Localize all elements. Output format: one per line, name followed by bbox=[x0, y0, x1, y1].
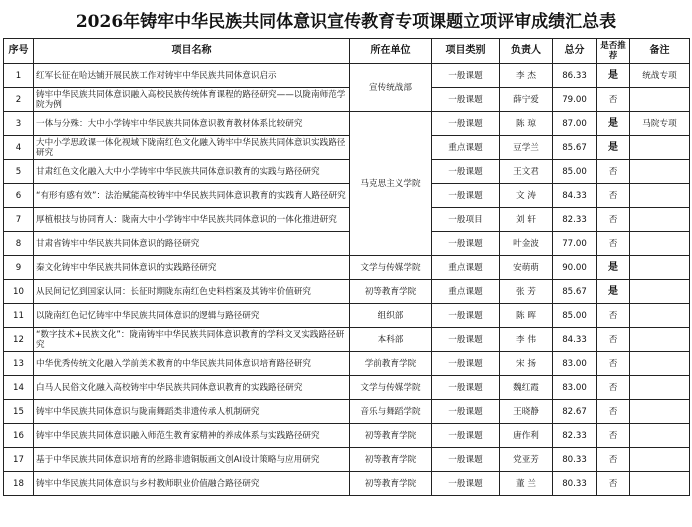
cell-remark bbox=[630, 256, 690, 280]
cell-leader: 党亚芳 bbox=[500, 448, 553, 472]
cell-category: 重点课题 bbox=[432, 136, 500, 160]
cell-name: 甘肃省铸牢中华民族共同体意识的路径研究 bbox=[34, 232, 350, 256]
cell-leader: 王晓静 bbox=[500, 400, 553, 424]
cell-leader: 薛宁爱 bbox=[500, 88, 553, 112]
cell-unit: 初等教育学院 bbox=[350, 472, 432, 496]
cell-approved: 否 bbox=[597, 160, 630, 184]
header-unit: 所在单位 bbox=[350, 39, 432, 64]
cell-name: 一体与分殊：大中小学铸牢中华民族共同体意识教育教材体系比较研究 bbox=[34, 112, 350, 136]
cell-category: 一般课题 bbox=[432, 64, 500, 88]
cell-no: 18 bbox=[4, 472, 34, 496]
cell-approved: 否 bbox=[597, 424, 630, 448]
cell-no: 7 bbox=[4, 208, 34, 232]
cell-name: 铸牢中华民族共同体意识与乡村教师职业价值融合路径研究 bbox=[34, 472, 350, 496]
cell-category: 一般课题 bbox=[432, 328, 500, 352]
table-row bbox=[4, 184, 690, 208]
cell-remark bbox=[630, 424, 690, 448]
cell-approved: 是 bbox=[597, 112, 630, 136]
cell-leader: 陈 琼 bbox=[500, 112, 553, 136]
cell-no: 3 bbox=[4, 112, 34, 136]
cell-remark bbox=[630, 304, 690, 328]
table-row bbox=[4, 136, 690, 160]
cell-name: 白马人民俗文化融入高校铸牢中华民族共同体意识教育的实践路径研究 bbox=[34, 376, 350, 400]
cell-category: 一般课题 bbox=[432, 376, 500, 400]
cell-leader: 刘 轩 bbox=[500, 208, 553, 232]
header-score: 总分 bbox=[553, 39, 597, 64]
cell-leader: 唐作利 bbox=[500, 424, 553, 448]
table-row bbox=[4, 112, 690, 136]
cell-no: 16 bbox=[4, 424, 34, 448]
cell-leader: 文 涛 bbox=[500, 184, 553, 208]
table-row bbox=[4, 376, 690, 400]
header-leader: 负责人 bbox=[500, 39, 553, 64]
cell-score: 85.67 bbox=[553, 280, 597, 304]
cell-unit: 组织部 bbox=[350, 304, 432, 328]
cell-name: 红军长征在哈达铺开展民族工作对铸牢中华民族共同体意识启示 bbox=[34, 64, 350, 88]
cell-category: 一般课题 bbox=[432, 88, 500, 112]
cell-category: 一般课题 bbox=[432, 160, 500, 184]
cell-category: 一般课题 bbox=[432, 304, 500, 328]
table-row bbox=[4, 472, 690, 496]
cell-leader: 董 兰 bbox=[500, 472, 553, 496]
cell-name: 大中小学思政课一体化视域下陇南红色文化融入铸牢中华民族共同体意识实践路径研究 bbox=[34, 136, 350, 160]
cell-score: 84.33 bbox=[553, 184, 597, 208]
cell-unit: 文学与传媒学院 bbox=[350, 256, 432, 280]
cell-name: 中华优秀传统文化融入学前美术教育的中华民族共同体意识培育路径研究 bbox=[34, 352, 350, 376]
table-row bbox=[4, 256, 690, 280]
cell-score: 82.33 bbox=[553, 208, 597, 232]
cell-unit: 初等教育学院 bbox=[350, 280, 432, 304]
cell-no: 2 bbox=[4, 88, 34, 112]
cell-unit: 音乐与舞蹈学院 bbox=[350, 400, 432, 424]
cell-score: 83.00 bbox=[553, 352, 597, 376]
cell-no: 9 bbox=[4, 256, 34, 280]
cell-unit: 本科部 bbox=[350, 328, 432, 352]
cell-unit: 初等教育学院 bbox=[350, 424, 432, 448]
cell-leader: 李 杰 bbox=[500, 64, 553, 88]
cell-remark bbox=[630, 88, 690, 112]
cell-category: 一般课题 bbox=[432, 184, 500, 208]
table-row bbox=[4, 304, 690, 328]
table-row bbox=[4, 232, 690, 256]
cell-score: 86.33 bbox=[553, 64, 597, 88]
cell-score: 85.00 bbox=[553, 304, 597, 328]
cell-no: 15 bbox=[4, 400, 34, 424]
cell-no: 6 bbox=[4, 184, 34, 208]
cell-name: 铸牢中华民族共同体意识融入高校民族传统体育课程的路径研究——以陇南师范学院为例 bbox=[34, 88, 350, 112]
cell-score: 83.00 bbox=[553, 376, 597, 400]
table-row bbox=[4, 88, 690, 112]
cell-approved: 否 bbox=[597, 88, 630, 112]
cell-no: 10 bbox=[4, 280, 34, 304]
cell-score: 80.33 bbox=[553, 472, 597, 496]
cell-unit: 学前教育学院 bbox=[350, 352, 432, 376]
header-name: 项目名称 bbox=[34, 39, 350, 64]
cell-remark bbox=[630, 160, 690, 184]
cell-approved: 是 bbox=[597, 64, 630, 88]
cell-leader: 张 芳 bbox=[500, 280, 553, 304]
cell-remark bbox=[630, 208, 690, 232]
cell-remark bbox=[630, 376, 690, 400]
cell-approved: 否 bbox=[597, 184, 630, 208]
cell-category: 一般项目 bbox=[432, 208, 500, 232]
cell-unit: 文学与传媒学院 bbox=[350, 376, 432, 400]
cell-remark bbox=[630, 184, 690, 208]
cell-remark: 统战专项 bbox=[630, 64, 690, 88]
header-approved: 是否推荐 bbox=[597, 39, 630, 64]
cell-name: 铸牢中华民族共同体意识与陇南舞蹈类非遗传承人机制研究 bbox=[34, 400, 350, 424]
cell-no: 1 bbox=[4, 64, 34, 88]
table-row bbox=[4, 424, 690, 448]
cell-remark bbox=[630, 232, 690, 256]
cell-leader: 安萌萌 bbox=[500, 256, 553, 280]
cell-remark bbox=[630, 448, 690, 472]
header-row bbox=[4, 39, 690, 64]
cell-category: 一般课题 bbox=[432, 448, 500, 472]
cell-remark bbox=[630, 136, 690, 160]
cell-remark bbox=[630, 352, 690, 376]
cell-approved: 否 bbox=[597, 376, 630, 400]
header-remark: 备注 bbox=[630, 39, 690, 64]
cell-name: 厚植根技与协同育人：陇南大中小学铸牢中华民族共同体意识的一体化推进研究 bbox=[34, 208, 350, 232]
cell-no: 13 bbox=[4, 352, 34, 376]
table-row bbox=[4, 448, 690, 472]
cell-category: 一般课题 bbox=[432, 400, 500, 424]
cell-unit: 宣传统战部 bbox=[350, 64, 432, 112]
cell-no: 12 bbox=[4, 328, 34, 352]
cell-no: 11 bbox=[4, 304, 34, 328]
cell-leader: 魏红霞 bbox=[500, 376, 553, 400]
cell-name: 秦文化铸牢中华民族共同体意识的实践路径研究 bbox=[34, 256, 350, 280]
cell-score: 77.00 bbox=[553, 232, 597, 256]
cell-approved: 否 bbox=[597, 328, 630, 352]
cell-no: 5 bbox=[4, 160, 34, 184]
cell-name: 甘肃红色文化融入大中小学铸牢中华民族共同体意识教育的实践与路径研究 bbox=[34, 160, 350, 184]
cell-name: “数字技术+民族文化”：陇南铸牢中华民族共同体意识教育的学科文叉实践路径研究 bbox=[34, 328, 350, 352]
cell-approved: 是 bbox=[597, 256, 630, 280]
table-row bbox=[4, 280, 690, 304]
cell-remark bbox=[630, 472, 690, 496]
cell-approved: 否 bbox=[597, 400, 630, 424]
cell-score: 79.00 bbox=[553, 88, 597, 112]
cell-score: 85.67 bbox=[553, 136, 597, 160]
cell-remark bbox=[630, 328, 690, 352]
cell-approved: 是 bbox=[597, 280, 630, 304]
cell-approved: 否 bbox=[597, 448, 630, 472]
cell-approved: 否 bbox=[597, 232, 630, 256]
cell-score: 90.00 bbox=[553, 256, 597, 280]
cell-approved: 是 bbox=[597, 136, 630, 160]
table-row bbox=[4, 160, 690, 184]
cell-score: 84.33 bbox=[553, 328, 597, 352]
cell-leader: 宋 扬 bbox=[500, 352, 553, 376]
cell-no: 8 bbox=[4, 232, 34, 256]
cell-remark: 马院专项 bbox=[630, 112, 690, 136]
cell-leader: 李 伟 bbox=[500, 328, 553, 352]
cell-name: 从民间记忆到国家认同：长征时期陇东南红色史料档案及其铸牢价值研究 bbox=[34, 280, 350, 304]
table-row bbox=[4, 208, 690, 232]
cell-leader: 王文君 bbox=[500, 160, 553, 184]
cell-leader: 叶金波 bbox=[500, 232, 553, 256]
cell-category: 一般课题 bbox=[432, 352, 500, 376]
table-row bbox=[4, 400, 690, 424]
cell-score: 82.33 bbox=[553, 424, 597, 448]
cell-category: 一般课题 bbox=[432, 472, 500, 496]
table-row bbox=[4, 328, 690, 352]
cell-score: 87.00 bbox=[553, 112, 597, 136]
cell-leader: 豆学兰 bbox=[500, 136, 553, 160]
cell-name: 以陇南红色记忆铸牢中华民族共同体意识的逻辑与路径研究 bbox=[34, 304, 350, 328]
header-no: 序号 bbox=[4, 39, 34, 64]
page-title: 2026年铸牢中华民族共同体意识宣传教育专项课题立项评审成绩汇总表 bbox=[75, 11, 617, 32]
cell-category: 一般课题 bbox=[432, 232, 500, 256]
header-category: 项目类别 bbox=[432, 39, 500, 64]
cell-score: 82.67 bbox=[553, 400, 597, 424]
cell-category: 一般课题 bbox=[432, 424, 500, 448]
cell-name: “有形有感有效”：法治赋能高校铸牢中华民族共同体意识教育的实践育人路径研究 bbox=[34, 184, 350, 208]
cell-category: 重点课题 bbox=[432, 256, 500, 280]
cell-unit: 马克思主义学院 bbox=[350, 112, 432, 256]
cell-name: 铸牢中华民族共同体意识融入师范生教育家精神的养成体系与实践路径研究 bbox=[34, 424, 350, 448]
cell-category: 一般课题 bbox=[432, 112, 500, 136]
table-row bbox=[4, 64, 690, 88]
cell-approved: 否 bbox=[597, 208, 630, 232]
cell-no: 14 bbox=[4, 376, 34, 400]
cell-score: 85.00 bbox=[553, 160, 597, 184]
cell-remark bbox=[630, 280, 690, 304]
cell-no: 4 bbox=[4, 136, 34, 160]
cell-approved: 否 bbox=[597, 352, 630, 376]
cell-unit: 初等教育学院 bbox=[350, 448, 432, 472]
cell-leader: 陈 晖 bbox=[500, 304, 553, 328]
cell-no: 17 bbox=[4, 448, 34, 472]
cell-score: 80.33 bbox=[553, 448, 597, 472]
summary-table bbox=[3, 38, 690, 496]
cell-category: 重点课题 bbox=[432, 280, 500, 304]
cell-approved: 否 bbox=[597, 472, 630, 496]
table-row bbox=[4, 352, 690, 376]
cell-name: 基于中华民族共同体意识培育的丝路非遗铜版画文创AI设计策略与应用研究 bbox=[34, 448, 350, 472]
cell-remark bbox=[630, 400, 690, 424]
cell-approved: 否 bbox=[597, 304, 630, 328]
